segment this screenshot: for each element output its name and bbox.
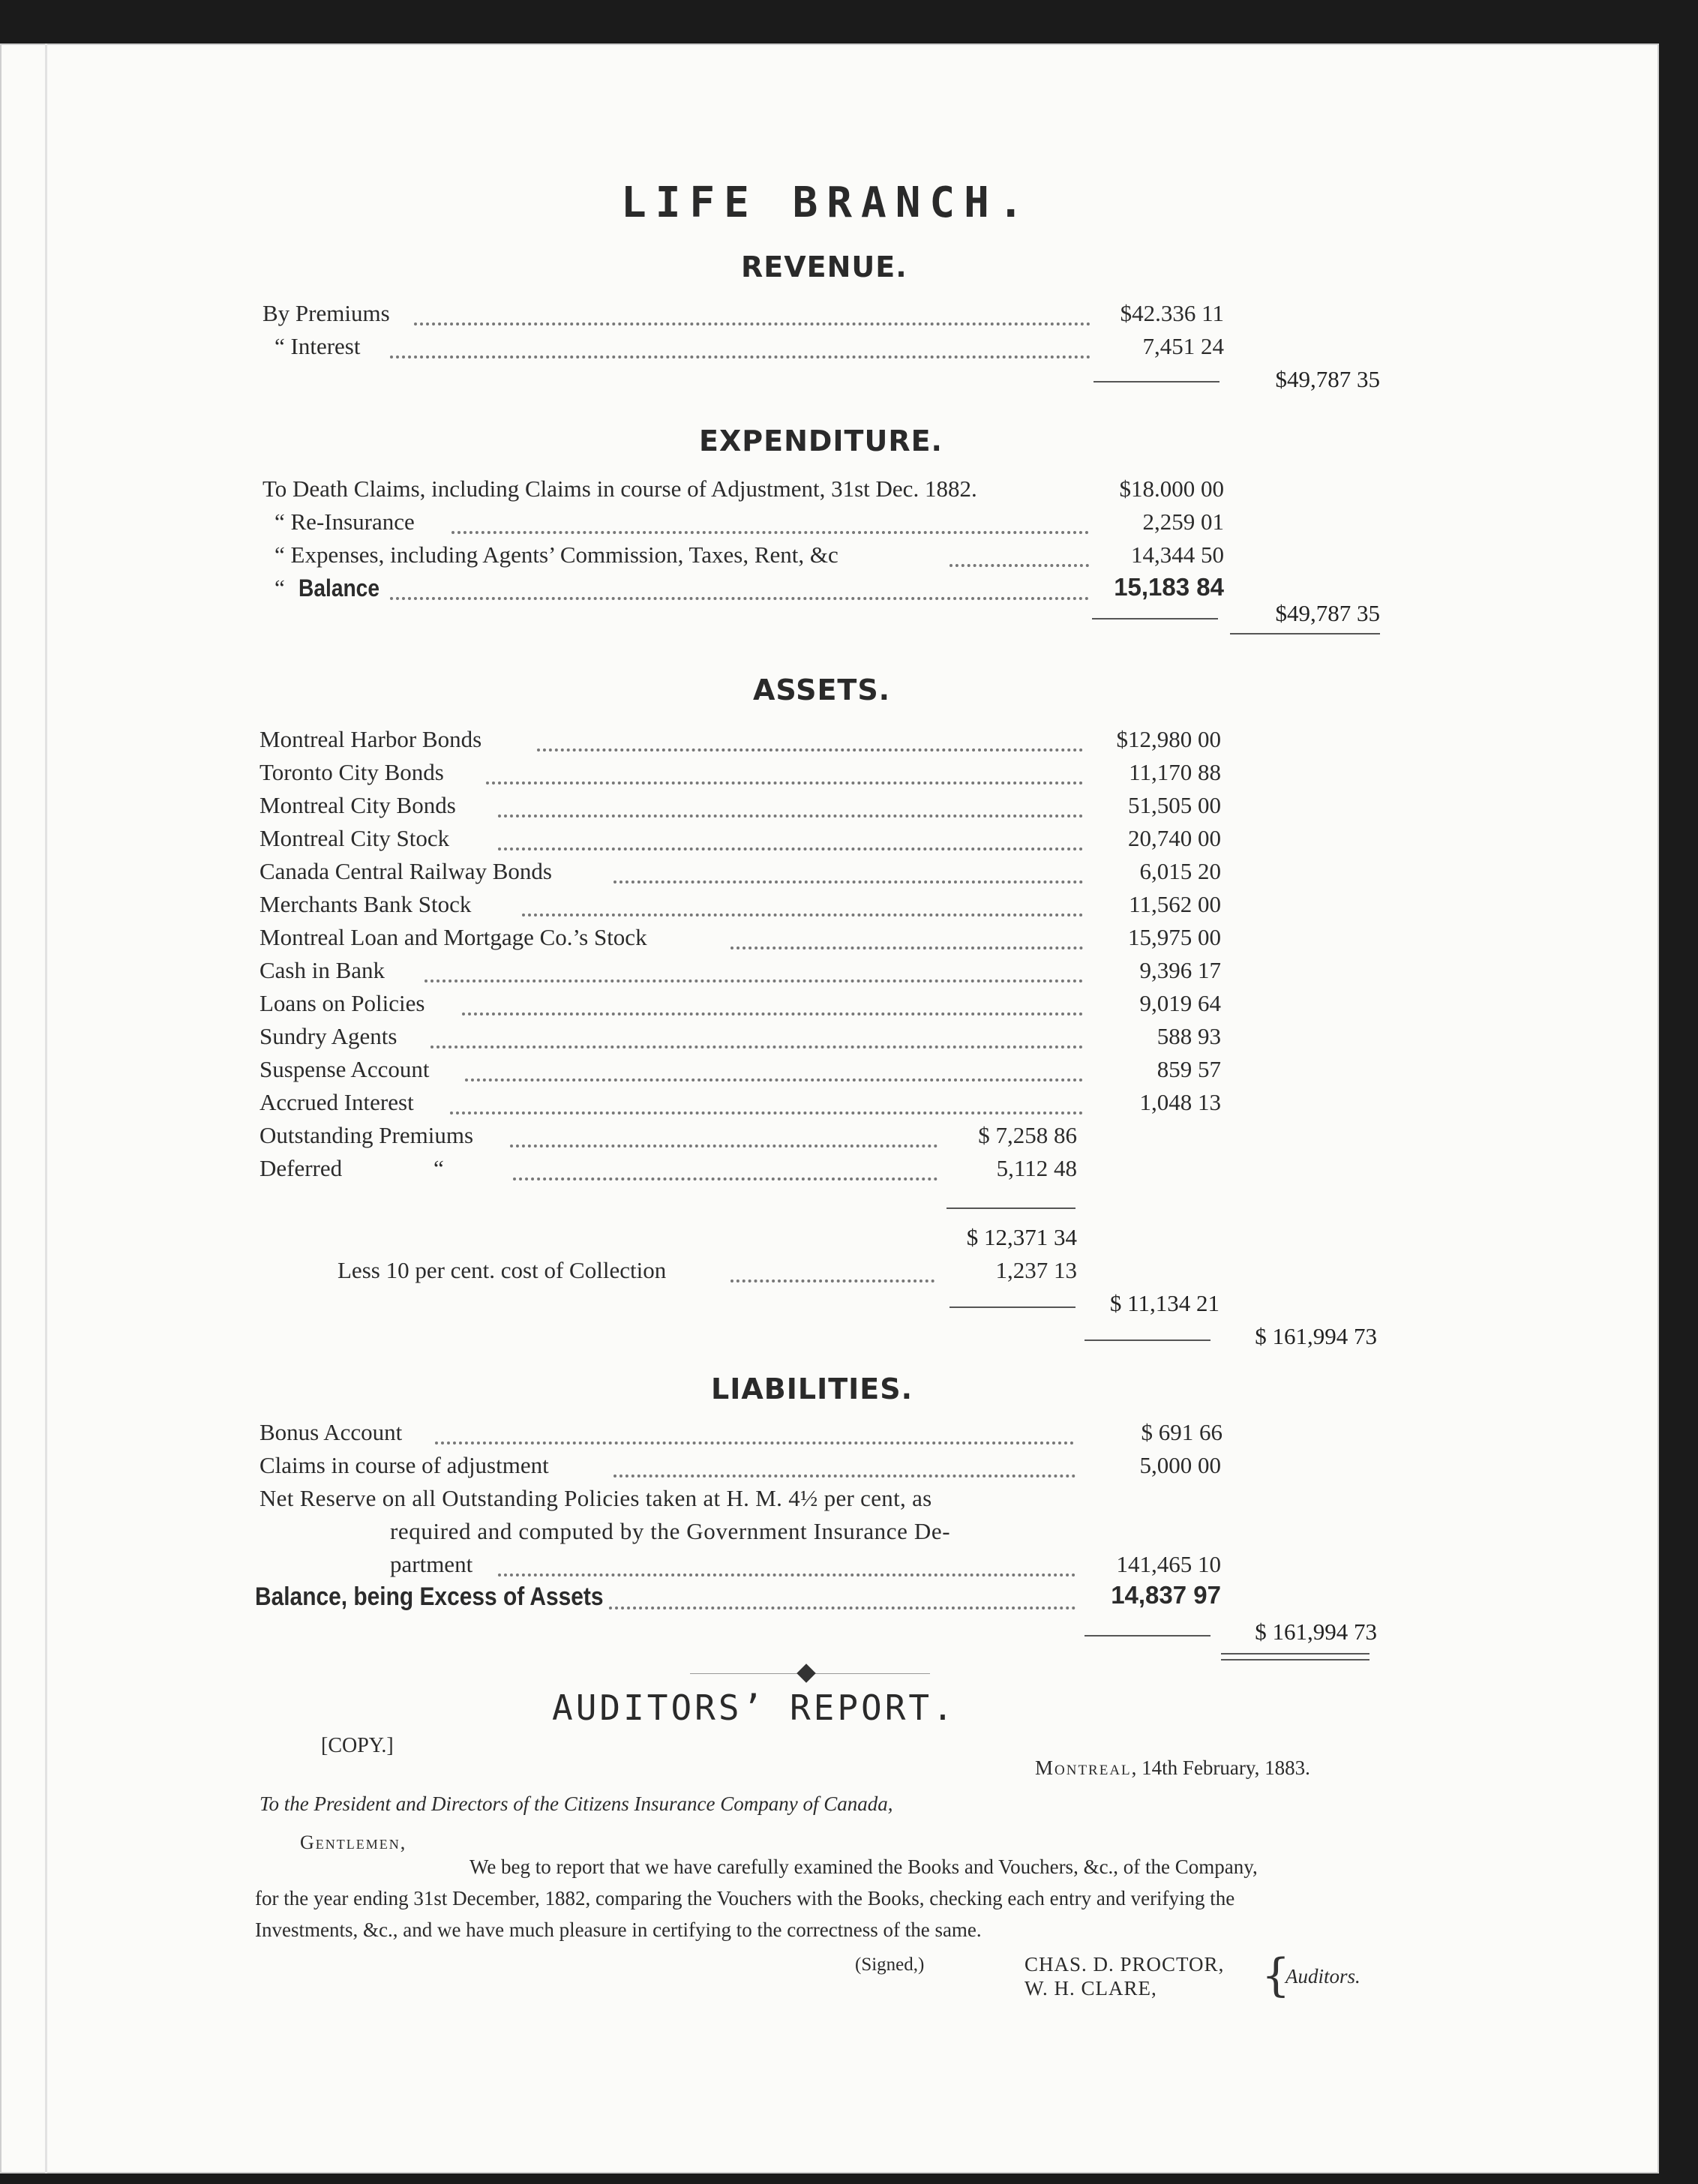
place-name: Montreal — [1035, 1756, 1132, 1779]
subtotal-rule — [1092, 618, 1218, 620]
leader-dots — [730, 944, 1083, 950]
reserve-line-3: partment — [390, 1551, 473, 1577]
leader-dots — [430, 1042, 1083, 1048]
signer-name: W. H. CLARE, — [1024, 1977, 1157, 2000]
report-body-line: We beg to report that we have carefully examined the Books and Vouchers, &c., of the Company, — [470, 1856, 1258, 1878]
brace-icon: { — [1262, 1949, 1291, 2002]
total-rule — [1221, 1659, 1370, 1660]
leader-dots — [450, 1108, 1083, 1114]
row-amount: 7,451 24 — [1142, 333, 1224, 359]
report-body-line: for the year ending 31st December, 1882, comparing the Vouchers with the Books, checking each entry and verifying the — [255, 1887, 1235, 1910]
row-amount: 14,344 50 — [1131, 542, 1224, 568]
row-amount: 1,237 13 — [995, 1257, 1077, 1283]
row-label: “ Interest — [274, 333, 361, 359]
balance-amount: 14,837 97 — [1111, 1581, 1221, 1609]
subtotal-rule — [1084, 1340, 1210, 1341]
row-label: Claims in course of adjustment — [260, 1452, 549, 1478]
ditto-mark: “ — [434, 1155, 444, 1181]
premiums-sum: $ 12,371 34 — [966, 1224, 1077, 1250]
row-amount: $42.336 11 — [1120, 300, 1224, 326]
leader-dots — [435, 1438, 1074, 1444]
row-amount: $12,980 00 — [1116, 726, 1221, 752]
auditors-role: Auditors. — [1286, 1965, 1360, 1988]
leader-dots — [465, 1076, 1083, 1082]
row-amount: 588 93 — [1156, 1023, 1221, 1049]
row-label: Loans on Policies — [260, 990, 425, 1016]
row-label: By Premiums — [262, 300, 390, 326]
leader-dots — [462, 1010, 1083, 1016]
row-label: Montreal City Bonds — [260, 792, 456, 818]
row-amount: 1,048 13 — [1139, 1089, 1221, 1115]
row-label: Montreal City Stock — [260, 825, 450, 851]
signed-label: (Signed,) — [855, 1954, 925, 1975]
leader-dots — [950, 561, 1089, 567]
leader-dots — [614, 878, 1083, 884]
auditors-heading: AUDITORS’ REPORT. — [552, 1688, 956, 1728]
row-label: Montreal Harbor Bonds — [260, 726, 482, 752]
page-title: LIFE BRANCH. — [621, 178, 1033, 227]
assets-total: $ 161,994 73 — [1255, 1323, 1377, 1349]
total-rule — [1230, 633, 1380, 634]
row-amount: 859 57 — [1156, 1056, 1221, 1082]
row-label: Less 10 per cent. cost of Collection — [338, 1257, 667, 1283]
balance-label: Balance — [298, 574, 380, 602]
row-amount: 5,000 00 — [1139, 1452, 1221, 1478]
row-label: Outstanding Premiums — [260, 1122, 474, 1148]
leader-dots — [498, 844, 1083, 850]
row-label: Deferred — [260, 1155, 343, 1181]
row-amount: 20,740 00 — [1128, 825, 1221, 851]
leader-dots — [390, 594, 1089, 600]
row-amount: 5,112 48 — [996, 1155, 1077, 1181]
row-amount: 11,170 88 — [1129, 759, 1221, 785]
leader-dots — [609, 1604, 1076, 1610]
total-rule — [1221, 1653, 1370, 1654]
reserve-line-1: Net Reserve on all Outstanding Policies taken at H. M. 4½ per cent, as — [260, 1485, 932, 1511]
leader-dots — [522, 910, 1083, 916]
revenue-total: $49,787 35 — [1275, 366, 1380, 392]
row-label: To Death Claims, including Claims in course of Adjustment, 31st Dec. 1882. — [262, 476, 977, 502]
subtotal-rule — [946, 1208, 1076, 1209]
liabilities-heading: LIABILITIES. — [711, 1372, 914, 1406]
leader-dots — [424, 976, 1083, 982]
liabilities-total: $ 161,994 73 — [1255, 1618, 1377, 1645]
row-label: Bonus Account — [260, 1419, 403, 1445]
row-amount: $18.000 00 — [1119, 476, 1224, 502]
row-amount: 9,396 17 — [1139, 957, 1221, 983]
leader-dots — [414, 320, 1090, 326]
row-label: Canada Central Railway Bonds — [260, 858, 552, 884]
row-label: Toronto City Bonds — [260, 759, 444, 785]
row-amount: $ 7,258 86 — [978, 1122, 1077, 1148]
leader-dots — [730, 1276, 934, 1282]
net-premiums: $ 11,134 21 — [1109, 1290, 1220, 1316]
row-amount: 141,465 10 — [1116, 1551, 1221, 1577]
leader-dots — [486, 778, 1083, 784]
leader-dots — [614, 1472, 1076, 1478]
row-amount: 15,975 00 — [1128, 924, 1221, 950]
leader-dots — [510, 1142, 938, 1148]
addressee: To the President and Directors of the Citizens Insurance Company of Canada, — [260, 1792, 893, 1815]
row-amount: 6,015 20 — [1139, 858, 1221, 884]
salutation: Gentlemen, — [300, 1832, 407, 1853]
signer-name: CHAS. D. PROCTOR, — [1024, 1953, 1225, 1976]
report-date: , 14th February, 1883. — [1131, 1756, 1310, 1779]
balance-label: Balance, being Excess of Assets — [255, 1582, 604, 1611]
row-label: “ Expenses, including Agents’ Commission, Taxes, Rent, &c — [274, 542, 838, 568]
revenue-heading: REVENUE. — [741, 250, 908, 284]
subtotal-rule — [1094, 381, 1220, 382]
row-label: Suspense Account — [260, 1056, 430, 1082]
place-date — [1035, 1756, 1310, 1780]
row-label: Cash in Bank — [260, 957, 386, 983]
leader-dots — [390, 352, 1090, 358]
row-label: Merchants Bank Stock — [260, 891, 472, 917]
subtotal-rule — [1084, 1635, 1210, 1636]
leader-dots — [513, 1174, 938, 1180]
row-label: Montreal Loan and Mortgage Co.’s Stock — [260, 924, 647, 950]
leader-dots — [498, 1570, 1076, 1576]
row-amount: 11,562 00 — [1129, 891, 1221, 917]
row-label: “ Re-Insurance — [274, 508, 415, 535]
row-amount: 9,019 64 — [1139, 990, 1221, 1016]
row-label: Accrued Interest — [260, 1089, 414, 1115]
row-label: Sundry Agents — [260, 1023, 398, 1049]
expenditure-total: $49,787 35 — [1275, 600, 1380, 626]
subtotal-rule — [950, 1306, 1076, 1308]
leader-dots — [537, 746, 1083, 752]
leader-dots — [452, 528, 1089, 534]
row-amount: 51,505 00 — [1128, 792, 1221, 818]
row-amount: 2,259 01 — [1142, 508, 1224, 535]
ditto-mark: “ — [274, 574, 285, 601]
copy-label: [COPY.] — [321, 1734, 394, 1757]
balance-amount: 15,183 84 — [1114, 573, 1224, 601]
row-amount: $ 691 66 — [1141, 1419, 1222, 1445]
report-body-line: Investments, &c., and we have much pleasure in certifying to the correctness of the same. — [255, 1918, 982, 1941]
reserve-line-2: required and computed by the Government Insurance De- — [390, 1518, 951, 1544]
leader-dots — [498, 812, 1083, 818]
assets-heading: ASSETS. — [753, 674, 891, 706]
expenditure-heading: EXPENDITURE. — [699, 424, 943, 458]
page-fold — [45, 44, 47, 2174]
